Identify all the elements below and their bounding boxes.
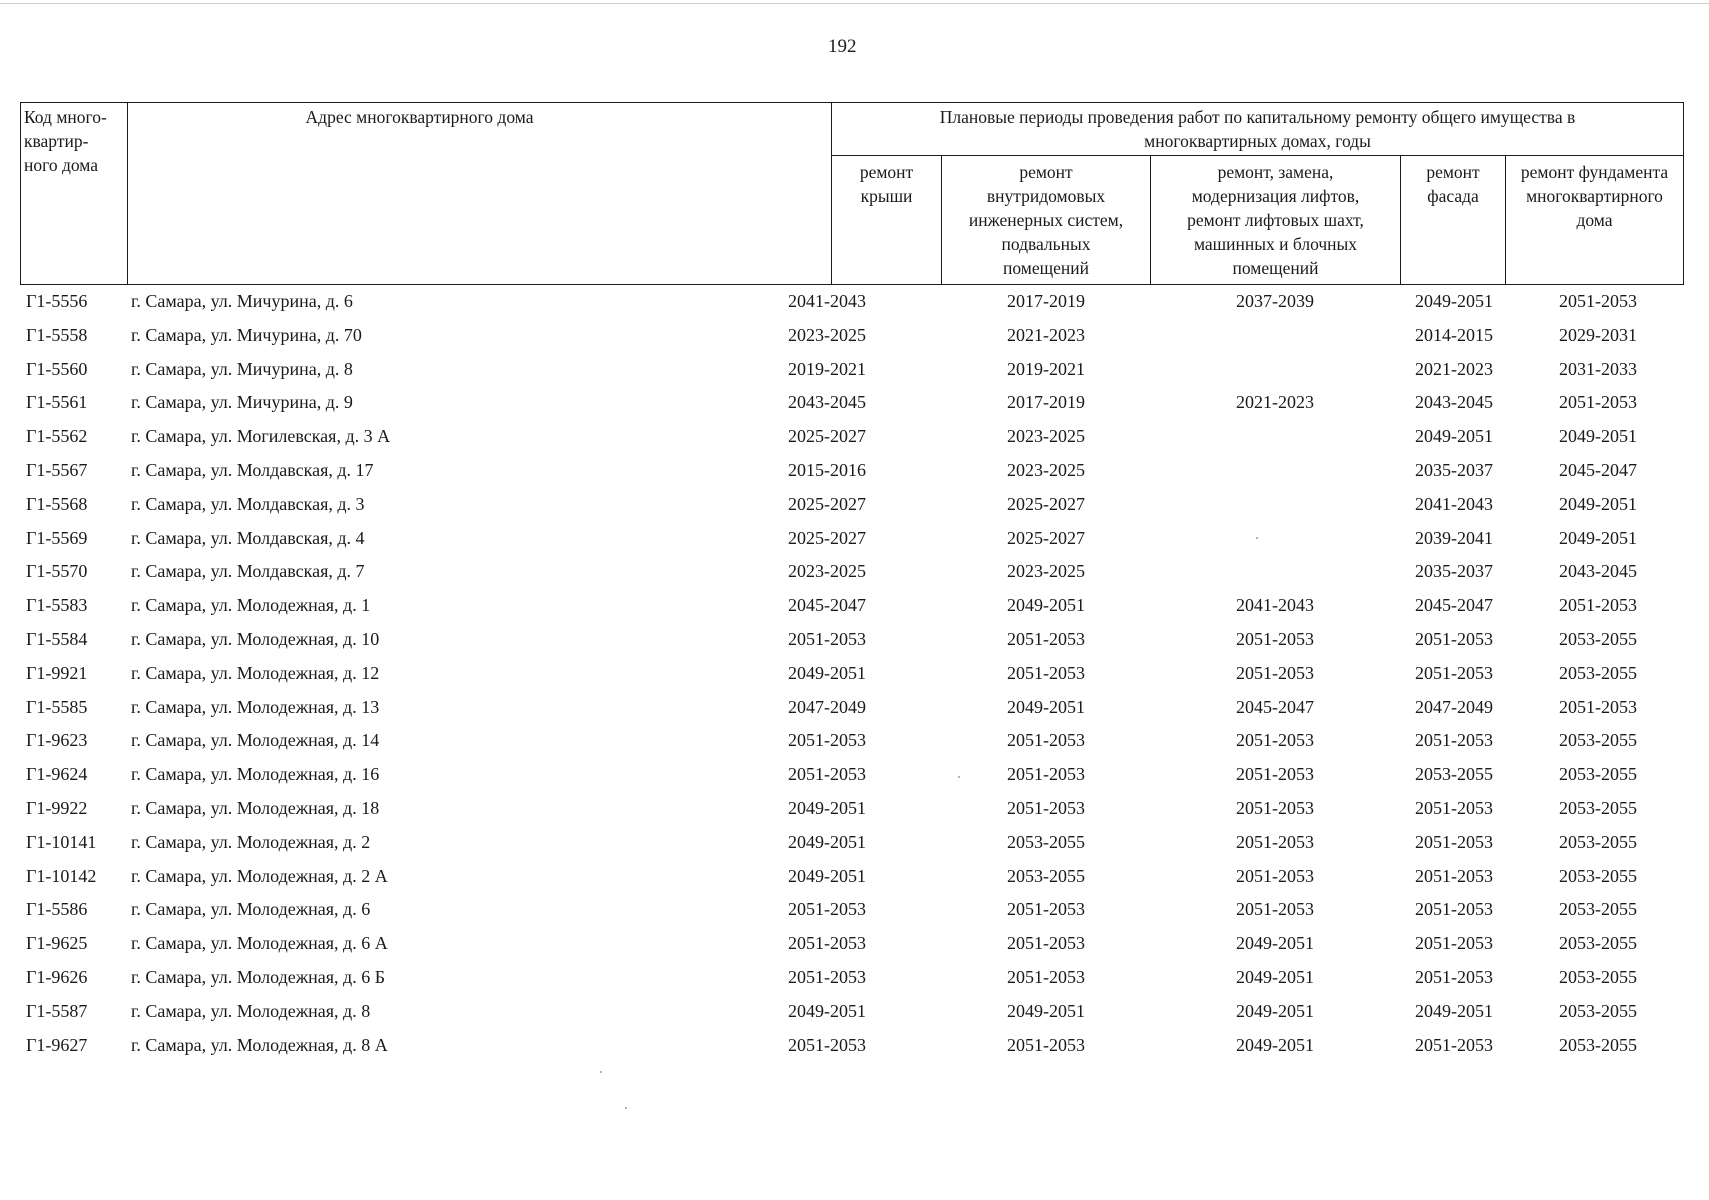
cell-lifts: 2045-2047 <box>1236 696 1314 717</box>
header-address-label: Адрес многоквартирного дома <box>305 107 534 127</box>
cell-address: г. Самара, ул. Мичурина, д. 70 <box>131 324 362 345</box>
table-row <box>20 488 1667 522</box>
cell-foundation: 2053-2055 <box>1559 899 1637 920</box>
cell-foundation: 2045-2047 <box>1559 459 1637 480</box>
cell-lifts: 2049-2051 <box>1236 966 1314 987</box>
cell-foundation: 2051-2053 <box>1559 291 1637 311</box>
table-row <box>20 961 1667 995</box>
cell-roof: 2051-2053 <box>788 764 866 785</box>
table-row <box>20 724 1667 758</box>
cell-foundation: 2053-2055 <box>1559 966 1637 987</box>
table-row <box>20 589 1667 623</box>
header-col-line: подвальных <box>1001 234 1091 254</box>
cell-code: Г1-5570 <box>26 561 88 582</box>
cell-systems: 2023-2025 <box>1007 459 1085 480</box>
cell-facade: 2039-2041 <box>1415 527 1493 548</box>
table-row <box>20 893 1667 927</box>
cell-facade: 2035-2037 <box>1415 459 1493 480</box>
cell-address: г. Самара, ул. Молдавская, д. 17 <box>131 459 374 480</box>
table-row <box>20 285 1667 319</box>
cell-systems: 2023-2025 <box>1007 561 1085 582</box>
header-col-lifts <box>1150 155 1400 285</box>
cell-address: г. Самара, ул. Молодежная, д. 6 <box>131 899 371 920</box>
cell-lifts: 2051-2053 <box>1236 865 1314 886</box>
cell-foundation: 2053-2055 <box>1559 831 1637 852</box>
cell-address: г. Самара, ул. Молодежная, д. 8 А <box>131 1034 388 1055</box>
cell-lifts: 2049-2051 <box>1236 1034 1314 1055</box>
cell-address: г. Самара, ул. Молодежная, д. 2 <box>131 831 371 852</box>
header-col-line: внутридомовых <box>986 186 1106 206</box>
cell-systems: 2051-2053 <box>1007 662 1085 683</box>
cell-lifts: 2051-2053 <box>1236 730 1314 751</box>
cell-code: Г1-9922 <box>26 797 88 818</box>
cell-lifts: 2051-2053 <box>1236 899 1314 920</box>
cell-address: г. Самара, ул. Молодежная, д. 6 Б <box>131 966 386 987</box>
cell-facade: 2051-2053 <box>1415 797 1493 818</box>
cell-code: Г1-5583 <box>26 595 88 616</box>
cell-foundation: 2049-2051 <box>1559 493 1637 514</box>
cell-address: г. Самара, ул. Молодежная, д. 8 <box>131 1000 371 1021</box>
header-code-line: ного дома <box>24 155 99 175</box>
cell-address: г. Самара, ул. Молодежная, д. 12 <box>131 662 380 683</box>
table-row <box>20 454 1667 488</box>
header-col-line: модернизация лифтов, <box>1191 186 1360 206</box>
header-code <box>20 102 127 285</box>
header-col-roof <box>831 155 941 285</box>
cell-lifts: 2051-2053 <box>1236 764 1314 785</box>
repair-schedule-table <box>20 102 1667 1062</box>
cell-foundation: 2053-2055 <box>1559 628 1637 649</box>
cell-roof: 2023-2025 <box>788 561 866 582</box>
cell-lifts: 2051-2053 <box>1236 797 1314 818</box>
cell-roof: 2045-2047 <box>788 595 866 616</box>
cell-foundation: 2053-2055 <box>1559 797 1637 818</box>
cell-roof: 2049-2051 <box>788 1000 866 1021</box>
table-row <box>20 860 1667 894</box>
header-col-line: ремонт, замена, <box>1217 162 1334 182</box>
cell-code: Г1-5558 <box>26 324 88 345</box>
cell-systems: 2053-2055 <box>1007 865 1085 886</box>
header-col-line: ремонт <box>1426 162 1480 182</box>
cell-code: Г1-9625 <box>26 933 88 954</box>
header-code-line: Код много- <box>24 107 107 127</box>
cell-code: Г1-5556 <box>26 291 88 311</box>
cell-code: Г1-10141 <box>26 831 97 852</box>
cell-code: Г1-9624 <box>26 764 88 785</box>
cell-code: Г1-9921 <box>26 662 88 683</box>
table-header <box>20 102 1667 285</box>
table-row <box>20 420 1667 454</box>
table-row <box>20 386 1667 420</box>
cell-systems: 2051-2053 <box>1007 1034 1085 1055</box>
cell-code: Г1-5567 <box>26 459 88 480</box>
cell-lifts: 2049-2051 <box>1236 933 1314 954</box>
scan-speck <box>1256 537 1258 539</box>
header-periods-line: многоквартирных домах, годы <box>1144 131 1371 151</box>
cell-code: Г1-5584 <box>26 628 88 649</box>
cell-roof: 2049-2051 <box>788 831 866 852</box>
header-col-line: ремонт <box>859 162 914 182</box>
cell-roof: 2049-2051 <box>788 797 866 818</box>
cell-code: Г1-5587 <box>26 1000 88 1021</box>
cell-systems: 2049-2051 <box>1007 595 1085 616</box>
cell-code: Г1-10142 <box>26 865 97 886</box>
cell-lifts: 2021-2023 <box>1236 392 1314 413</box>
cell-lifts: 2041-2043 <box>1236 595 1314 616</box>
cell-code: Г1-5560 <box>26 358 88 379</box>
cell-systems: 2051-2053 <box>1007 797 1085 818</box>
cell-roof: 2025-2027 <box>788 426 866 447</box>
cell-code: Г1-9627 <box>26 1034 88 1055</box>
header-col-facade <box>1400 155 1505 285</box>
cell-code: Г1-5561 <box>26 392 88 413</box>
cell-facade: 2051-2053 <box>1415 933 1493 954</box>
header-periods-title <box>831 102 1684 155</box>
header-code-line: квартир- <box>24 131 89 151</box>
cell-facade: 2043-2045 <box>1415 392 1493 413</box>
cell-foundation: 2053-2055 <box>1559 865 1637 886</box>
cell-foundation: 2053-2055 <box>1559 764 1637 785</box>
cell-systems: 2051-2053 <box>1007 628 1085 649</box>
cell-address: г. Самара, ул. Молодежная, д. 10 <box>131 628 380 649</box>
cell-roof: 2051-2053 <box>788 966 866 987</box>
cell-foundation: 2029-2031 <box>1559 324 1637 345</box>
cell-foundation: 2049-2051 <box>1559 527 1637 548</box>
header-col-line: инженерных систем, <box>968 210 1124 230</box>
cell-roof: 2049-2051 <box>788 865 866 886</box>
cell-address: г. Самара, ул. Молодежная, д. 16 <box>131 764 380 785</box>
cell-address: г. Самара, ул. Молодежная, д. 18 <box>131 797 380 818</box>
cell-facade: 2051-2053 <box>1415 899 1493 920</box>
cell-code: Г1-5569 <box>26 527 88 548</box>
cell-systems: 2025-2027 <box>1007 493 1085 514</box>
cell-roof: 2043-2045 <box>788 392 866 413</box>
header-col-line: крыши <box>860 186 913 206</box>
cell-lifts: 2051-2053 <box>1236 662 1314 683</box>
cell-code: Г1-5585 <box>26 696 88 717</box>
cell-lifts: 2049-2051 <box>1236 1000 1314 1021</box>
top-rule <box>0 3 1709 4</box>
cell-foundation: 2053-2055 <box>1559 730 1637 751</box>
cell-systems: 2051-2053 <box>1007 933 1085 954</box>
table-row <box>20 995 1667 1029</box>
cell-foundation: 2031-2033 <box>1559 358 1637 379</box>
cell-lifts: 2051-2053 <box>1236 831 1314 852</box>
cell-facade: 2035-2037 <box>1415 561 1493 582</box>
table-row <box>20 792 1667 826</box>
cell-code: Г1-5562 <box>26 426 88 447</box>
cell-foundation: 2053-2055 <box>1559 1000 1637 1021</box>
cell-code: Г1-5568 <box>26 493 88 514</box>
cell-facade: 2051-2053 <box>1415 628 1493 649</box>
cell-roof: 2051-2053 <box>788 1034 866 1055</box>
cell-systems: 2049-2051 <box>1007 1000 1085 1021</box>
header-col-line: фасада <box>1427 186 1479 206</box>
scan-speck <box>600 1071 602 1073</box>
cell-roof: 2023-2025 <box>788 324 866 345</box>
table-row <box>20 826 1667 860</box>
header-col-line: машинных и блочных <box>1193 234 1358 254</box>
cell-systems: 2017-2019 <box>1007 291 1085 311</box>
cell-foundation: 2051-2053 <box>1559 392 1637 413</box>
header-col-systems <box>941 155 1150 285</box>
cell-roof: 2049-2051 <box>788 662 866 683</box>
cell-address: г. Самара, ул. Молодежная, д. 13 <box>131 696 380 717</box>
header-col-foundation <box>1505 155 1684 285</box>
cell-facade: 2053-2055 <box>1415 764 1493 785</box>
cell-facade: 2045-2047 <box>1415 595 1493 616</box>
cell-facade: 2021-2023 <box>1415 358 1493 379</box>
cell-roof: 2047-2049 <box>788 696 866 717</box>
cell-systems: 2051-2053 <box>1007 764 1085 785</box>
cell-address: г. Самара, ул. Молодежная, д. 1 <box>131 595 371 616</box>
cell-roof: 2041-2043 <box>788 291 866 311</box>
header-col-line: помещений <box>1232 258 1319 278</box>
cell-lifts: 2037-2039 <box>1236 291 1314 311</box>
cell-address: г. Самара, ул. Мичурина, д. 6 <box>131 291 353 311</box>
cell-address: г. Самара, ул. Молодежная, д. 14 <box>131 730 380 751</box>
header-address <box>127 102 831 285</box>
header-col-line: помещений <box>1003 258 1089 278</box>
cell-facade: 2049-2051 <box>1415 426 1493 447</box>
table-row <box>20 691 1667 725</box>
cell-systems: 2017-2019 <box>1007 392 1085 413</box>
cell-systems: 2051-2053 <box>1007 730 1085 751</box>
cell-systems: 2019-2021 <box>1007 358 1085 379</box>
cell-facade: 2014-2015 <box>1415 324 1493 345</box>
header-col-line: дома <box>1576 210 1613 230</box>
cell-roof: 2051-2053 <box>788 730 866 751</box>
cell-address: г. Самара, ул. Мичурина, д. 8 <box>131 358 353 379</box>
cell-systems: 2051-2053 <box>1007 966 1085 987</box>
cell-roof: 2019-2021 <box>788 358 866 379</box>
cell-roof: 2051-2053 <box>788 899 866 920</box>
cell-address: г. Самара, ул. Молдавская, д. 3 <box>131 493 365 514</box>
cell-facade: 2051-2053 <box>1415 730 1493 751</box>
cell-code: Г1-9623 <box>26 730 88 751</box>
cell-lifts: 2051-2053 <box>1236 628 1314 649</box>
table-row <box>20 1029 1667 1063</box>
cell-facade: 2051-2053 <box>1415 865 1493 886</box>
cell-foundation: 2053-2055 <box>1559 662 1637 683</box>
cell-facade: 2051-2053 <box>1415 966 1493 987</box>
header-col-line: ремонт лифтовых шахт, <box>1187 210 1364 230</box>
cell-code: Г1-5586 <box>26 899 88 920</box>
cell-facade: 2049-2051 <box>1415 1000 1493 1021</box>
header-col-line: ремонт фундамента <box>1520 162 1669 182</box>
table-row <box>20 758 1667 792</box>
cell-roof: 2051-2053 <box>788 628 866 649</box>
cell-roof: 2051-2053 <box>788 933 866 954</box>
cell-systems: 2021-2023 <box>1007 324 1085 345</box>
table-row <box>20 623 1667 657</box>
cell-facade: 2047-2049 <box>1415 696 1493 717</box>
cell-systems: 2049-2051 <box>1007 696 1085 717</box>
page-number: 192 <box>828 36 857 57</box>
header-col-line: ремонт <box>1019 162 1073 182</box>
cell-systems: 2053-2055 <box>1007 831 1085 852</box>
table-row <box>20 555 1667 589</box>
table-row <box>20 522 1667 556</box>
cell-foundation: 2053-2055 <box>1559 1034 1637 1055</box>
table-row <box>20 657 1667 691</box>
cell-address: г. Самара, ул. Молдавская, д. 7 <box>131 561 365 582</box>
table-row <box>20 319 1667 353</box>
cell-facade: 2051-2053 <box>1415 831 1493 852</box>
cell-foundation: 2049-2051 <box>1559 426 1637 447</box>
scan-speck <box>958 776 960 778</box>
table-body <box>20 285 1667 1062</box>
cell-roof: 2015-2016 <box>788 459 866 480</box>
table-row <box>20 353 1667 387</box>
cell-systems: 2025-2027 <box>1007 527 1085 548</box>
cell-facade: 2049-2051 <box>1415 291 1493 311</box>
cell-foundation: 2051-2053 <box>1559 696 1637 717</box>
cell-facade: 2051-2053 <box>1415 662 1493 683</box>
cell-address: г. Самара, ул. Молдавская, д. 4 <box>131 527 365 548</box>
header-periods-line: Плановые периоды проведения работ по капитальному ремонту общего имущества в <box>939 107 1576 127</box>
cell-roof: 2025-2027 <box>788 527 866 548</box>
cell-roof: 2025-2027 <box>788 493 866 514</box>
cell-facade: 2051-2053 <box>1415 1034 1493 1055</box>
cell-systems: 2023-2025 <box>1007 426 1085 447</box>
cell-code: Г1-9626 <box>26 966 88 987</box>
cell-address: г. Самара, ул. Молодежная, д. 6 А <box>131 933 388 954</box>
cell-facade: 2041-2043 <box>1415 493 1493 514</box>
header-col-line: многоквартирного <box>1526 186 1663 206</box>
cell-address: г. Самара, ул. Молодежная, д. 2 А <box>131 865 388 886</box>
cell-foundation: 2051-2053 <box>1559 595 1637 616</box>
cell-foundation: 2053-2055 <box>1559 933 1637 954</box>
table-row <box>20 927 1667 961</box>
cell-systems: 2051-2053 <box>1007 899 1085 920</box>
cell-address: г. Самара, ул. Мичурина, д. 9 <box>131 392 353 413</box>
scan-speck <box>625 1107 627 1109</box>
cell-foundation: 2043-2045 <box>1559 561 1637 582</box>
cell-address: г. Самара, ул. Могилевская, д. 3 А <box>131 426 391 447</box>
